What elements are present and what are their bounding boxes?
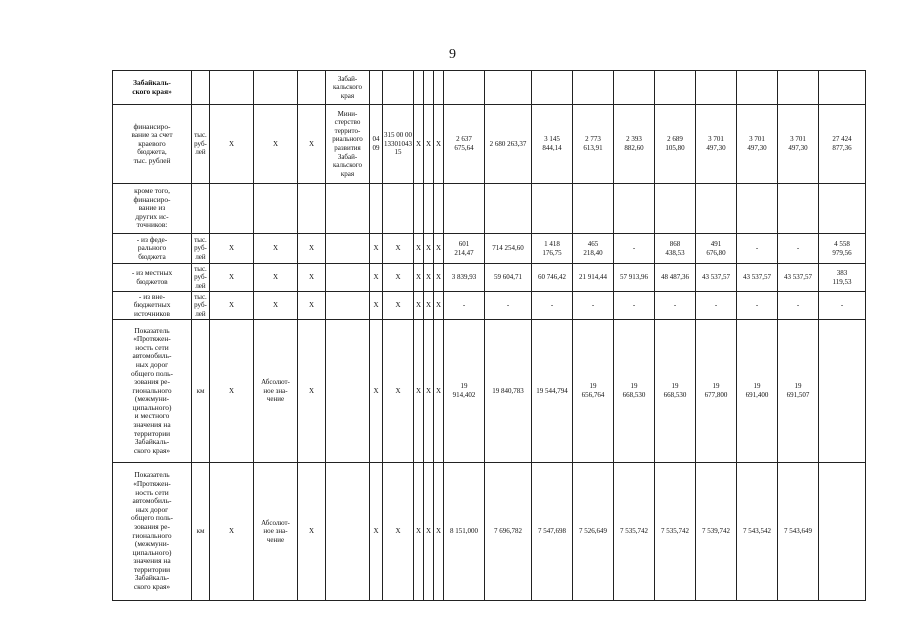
cell-value-5: 2 393 882,60 (614, 105, 655, 184)
cell-c5: X (298, 463, 326, 601)
table-row (113, 463, 866, 601)
page-number: 9 (449, 47, 456, 62)
cell-c5 (298, 71, 326, 105)
cell-value-8: - (737, 292, 778, 320)
cell-c4: Абсолют- ное зна- чение (254, 320, 298, 463)
cell-value-6: 19 668,530 (655, 320, 696, 463)
cell-value-4: - (573, 292, 614, 320)
cell-x1: X (414, 264, 424, 292)
cell-code1 (370, 184, 383, 234)
cell-x3: X (434, 234, 444, 264)
cell-value-10: 27 424 877,36 (819, 105, 866, 184)
cell-unit: тыс. руб- лей (192, 292, 210, 320)
cell-value-1: 3 839,93 (444, 264, 485, 292)
cell-x1: X (414, 292, 424, 320)
cell-unit (192, 71, 210, 105)
cell-value-1: 2 637 675,64 (444, 105, 485, 184)
cell-x2 (424, 184, 434, 234)
cell-x1: X (414, 463, 424, 601)
cell-code2: X (383, 463, 414, 601)
table-row (113, 320, 866, 463)
cell-ministry (326, 292, 370, 320)
cell-value-9: 19 691,507 (778, 320, 819, 463)
cell-value-8: 7 543,542 (737, 463, 778, 601)
table-row (113, 234, 866, 264)
cell-ministry: Забай- кальского края (326, 71, 370, 105)
cell-code1: X (370, 292, 383, 320)
cell-value-4: 21 914,44 (573, 264, 614, 292)
cell-code2: X (383, 234, 414, 264)
cell-x2: X (424, 292, 434, 320)
cell-code1: X (370, 463, 383, 601)
table-row (113, 184, 866, 234)
cell-x3: X (434, 105, 444, 184)
cell-value-9: 7 543,649 (778, 463, 819, 601)
cell-c4: X (254, 264, 298, 292)
cell-c3 (210, 184, 254, 234)
cell-c4: X (254, 105, 298, 184)
cell-value-5: 19 668,530 (614, 320, 655, 463)
cell-unit: км (192, 463, 210, 601)
cell-value-5: 57 913,96 (614, 264, 655, 292)
cell-x1: X (414, 105, 424, 184)
cell-value-9: 43 537,57 (778, 264, 819, 292)
cell-x1: X (414, 320, 424, 463)
cell-value-8: 3 701 497,30 (737, 105, 778, 184)
cell-value-5 (614, 184, 655, 234)
cell-value-5: 7 535,742 (614, 463, 655, 601)
cell-c3 (210, 71, 254, 105)
cell-value-7: 491 676,80 (696, 234, 737, 264)
cell-value-4: 2 773 613,91 (573, 105, 614, 184)
cell-value-3 (532, 71, 573, 105)
cell-ministry: Мини- стерство террито- риального развития Забай- кальского края (326, 105, 370, 184)
cell-value-7 (696, 184, 737, 234)
cell-code1: X (370, 264, 383, 292)
cell-value-5 (614, 71, 655, 105)
cell-code2: X (383, 264, 414, 292)
cell-value-3: 7 547,698 (532, 463, 573, 601)
cell-value-3: 3 145 844,14 (532, 105, 573, 184)
cell-value-6 (655, 184, 696, 234)
cell-c4 (254, 184, 298, 234)
cell-value-7: - (696, 292, 737, 320)
cell-value-10 (819, 71, 866, 105)
cell-code1: X (370, 234, 383, 264)
cell-value-10 (819, 320, 866, 463)
cell-unit (192, 184, 210, 234)
cell-c5: X (298, 234, 326, 264)
cell-value-1: 19 914,402 (444, 320, 485, 463)
cell-code1: X (370, 320, 383, 463)
cell-value-4: 7 526,649 (573, 463, 614, 601)
cell-value-4: 465 218,40 (573, 234, 614, 264)
cell-value-7: 3 701 497,30 (696, 105, 737, 184)
cell-code1 (370, 71, 383, 105)
table-row (113, 292, 866, 320)
cell-x1 (414, 184, 424, 234)
cell-value-8: 19 691,400 (737, 320, 778, 463)
cell-value-10: - (819, 292, 866, 320)
cell-c5: X (298, 264, 326, 292)
cell-value-10 (819, 184, 866, 234)
cell-ministry (326, 234, 370, 264)
cell-value-4 (573, 71, 614, 105)
cell-value-8 (737, 184, 778, 234)
cell-value-6: 48 487,36 (655, 264, 696, 292)
cell-value-10: 4 558 979,56 (819, 234, 866, 264)
cell-value-4: 19 656,764 (573, 320, 614, 463)
cell-value-5: - (614, 292, 655, 320)
cell-c5: X (298, 105, 326, 184)
cell-c4 (254, 71, 298, 105)
cell-x2: X (424, 264, 434, 292)
cell-c3: X (210, 320, 254, 463)
cell-value-6: 868 438,53 (655, 234, 696, 264)
cell-code2: 315 00 00 13301043 15 (383, 105, 414, 184)
cell-x3 (434, 71, 444, 105)
cell-x2: X (424, 463, 434, 601)
cell-x1: X (414, 234, 424, 264)
cell-value-8: 43 537,57 (737, 264, 778, 292)
cell-code2 (383, 184, 414, 234)
cell-value-8 (737, 71, 778, 105)
cell-value-7: 19 677,800 (696, 320, 737, 463)
cell-value-6: - (655, 292, 696, 320)
cell-x3 (434, 184, 444, 234)
cell-value-9: - (778, 234, 819, 264)
cell-x2: X (424, 234, 434, 264)
cell-name: - из феде- рального бюджета (113, 234, 192, 264)
cell-value-9: 3 701 497,30 (778, 105, 819, 184)
cell-x2: X (424, 105, 434, 184)
cell-x2: X (424, 320, 434, 463)
cell-c3: X (210, 463, 254, 601)
cell-value-4 (573, 184, 614, 234)
cell-ministry (326, 463, 370, 601)
cell-value-1 (444, 71, 485, 105)
cell-c4: X (254, 234, 298, 264)
cell-code2: X (383, 292, 414, 320)
cell-value-2 (485, 184, 532, 234)
cell-c5 (298, 184, 326, 234)
cell-x2 (424, 71, 434, 105)
cell-value-3: 19 544,794 (532, 320, 573, 463)
cell-value-3: 60 746,42 (532, 264, 573, 292)
cell-x3: X (434, 320, 444, 463)
cell-value-1: 8 151,000 (444, 463, 485, 601)
cell-x3: X (434, 264, 444, 292)
cell-name: - из местных бюджетов (113, 264, 192, 292)
cell-value-2 (485, 71, 532, 105)
cell-code2: X (383, 320, 414, 463)
cell-name: - из вне- бюджетных источников (113, 292, 192, 320)
cell-c3: X (210, 105, 254, 184)
cell-ministry (326, 320, 370, 463)
cell-value-9: - (778, 292, 819, 320)
cell-c4: Абсолют- ное зна- чение (254, 463, 298, 601)
cell-ministry (326, 264, 370, 292)
cell-value-3 (532, 184, 573, 234)
cell-c5: X (298, 292, 326, 320)
cell-c5: X (298, 320, 326, 463)
cell-value-2: 59 604,71 (485, 264, 532, 292)
program-table (112, 70, 866, 601)
cell-value-3: - (532, 292, 573, 320)
cell-code1: 04 09 (370, 105, 383, 184)
cell-name: кроме того, финансиро- вание из других ис- точников: (113, 184, 192, 234)
cell-value-2: 2 680 263,37 (485, 105, 532, 184)
cell-c3: X (210, 292, 254, 320)
cell-value-10 (819, 463, 866, 601)
cell-value-1: - (444, 292, 485, 320)
cell-value-2: 7 696,782 (485, 463, 532, 601)
cell-value-9 (778, 184, 819, 234)
cell-ministry (326, 184, 370, 234)
cell-unit: тыс. руб- лей (192, 105, 210, 184)
table-body (113, 71, 866, 601)
cell-value-7: 7 539,742 (696, 463, 737, 601)
cell-value-7: 43 537,57 (696, 264, 737, 292)
cell-c3: X (210, 234, 254, 264)
cell-value-2: - (485, 292, 532, 320)
cell-unit: км (192, 320, 210, 463)
cell-value-1 (444, 184, 485, 234)
cell-value-1: 601 214,47 (444, 234, 485, 264)
cell-value-2: 19 840,783 (485, 320, 532, 463)
cell-c4: X (254, 292, 298, 320)
cell-unit: тыс. руб- лей (192, 234, 210, 264)
cell-name: финансиро- вание за счет краевого бюджета, тыс. рублей (113, 105, 192, 184)
cell-name: Показатель «Протяжен- ность сети автомобиль- ных дорог общего поль- зования ре- гионального (межмуни- ципального) и местного значения на территории Забайкаль- ского края» (113, 320, 192, 463)
cell-value-6: 7 535,742 (655, 463, 696, 601)
table-row (113, 71, 866, 105)
cell-value-9 (778, 71, 819, 105)
cell-x3: X (434, 463, 444, 601)
cell-value-5: - (614, 234, 655, 264)
cell-value-3: 1 418 176,75 (532, 234, 573, 264)
cell-value-2: 714 254,60 (485, 234, 532, 264)
cell-code2 (383, 71, 414, 105)
table-row (113, 105, 866, 184)
cell-value-8: - (737, 234, 778, 264)
table-row (113, 264, 866, 292)
cell-x1 (414, 71, 424, 105)
cell-name: Показатель «Протяжен- ность сети автомобиль- ных дорог общего поль- зования ре- гионального (межмуни- ципального) значения на территории Забайкаль- ского края» (113, 463, 192, 601)
cell-c3: X (210, 264, 254, 292)
cell-value-10: 383 119,53 (819, 264, 866, 292)
cell-value-6 (655, 71, 696, 105)
cell-value-7 (696, 71, 737, 105)
cell-unit: тыс. руб- лей (192, 264, 210, 292)
cell-x3: X (434, 292, 444, 320)
cell-name: Забайкаль- ского края» (113, 71, 192, 105)
cell-value-6: 2 689 105,80 (655, 105, 696, 184)
